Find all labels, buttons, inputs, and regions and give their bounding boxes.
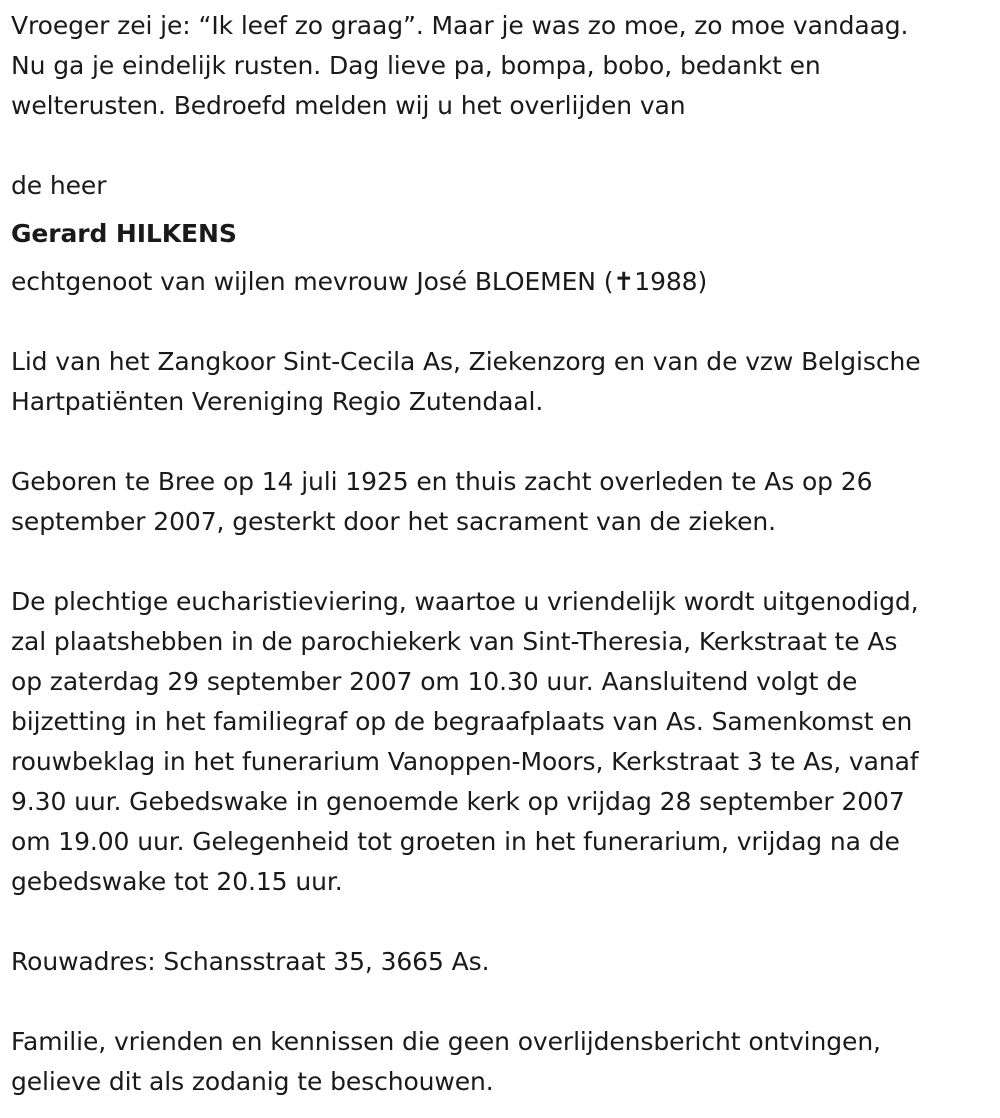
ceremony-line: rouwbeklag in het funerarium Vanoppen-Moors, Kerkstraat 3 te As, vanaf [11, 747, 919, 776]
ceremony-line: gebedswake tot 20.15 uur. [11, 867, 343, 896]
birth-death-paragraph [11, 462, 991, 542]
spouse-line: echtgenoot van wijlen mevrouw José BLOEMEN (✝1988) [11, 267, 708, 296]
ceremony-line: om 19.00 uur. Gelegenheid tot groeten in het funerarium, vrijdag na de [11, 827, 900, 856]
closing-paragraph [11, 1022, 991, 1102]
memberships-paragraph [11, 342, 991, 422]
memberships-line: Lid van het Zangkoor Sint-Cecila As, Ziekenzorg en van de vzw Belgische [11, 347, 921, 376]
birth-death-line: september 2007, gesterkt door het sacrament van de zieken. [11, 507, 776, 536]
ceremony-line: bijzetting in het familiegraf op de begraafplaats van As. Samenkomst en [11, 707, 913, 736]
intro-line: welterusten. Bedroefd melden wij u het overlijden van [11, 91, 686, 120]
ceremony-line: 9.30 uur. Gebedswake in genoemde kerk op vrijdag 28 september 2007 [11, 787, 905, 816]
intro-line: Vroeger zei je: “Ik leef zo graag”. Maar je was zo moe, zo moe vandaag. [11, 11, 909, 40]
intro-paragraph [11, 0, 991, 126]
salutation: de heer [11, 171, 107, 200]
ceremony-line: op zaterdag 29 september 2007 om 10.30 uur. Aansluitend volgt de [11, 667, 858, 696]
memberships-line: Hartpatiënten Vereniging Regio Zutendaal. [11, 387, 544, 416]
birth-death-line: Geboren te Bree op 14 juli 1925 en thuis zacht overleden te As op 26 [11, 467, 873, 496]
closing-line: Familie, vrienden en kennissen die geen overlijdensbericht ontvingen, [11, 1027, 881, 1056]
ceremony-paragraph [11, 582, 991, 902]
ceremony-line: De plechtige eucharistieviering, waartoe u vriendelijk wordt uitgenodigd, [11, 587, 919, 616]
ceremony-line: zal plaatshebben in de parochiekerk van Sint-Theresia, Kerkstraat te As [11, 627, 898, 656]
closing-line: gelieve dit als zodanig te beschouwen. [11, 1067, 494, 1096]
intro-line: Nu ga je eindelijk rusten. Dag lieve pa, bompa, bobo, bedankt en [11, 51, 821, 80]
deceased-name: Gerard HILKENS [11, 219, 237, 248]
mourning-address: Rouwadres: Schansstraat 35, 3665 As. [11, 947, 490, 976]
